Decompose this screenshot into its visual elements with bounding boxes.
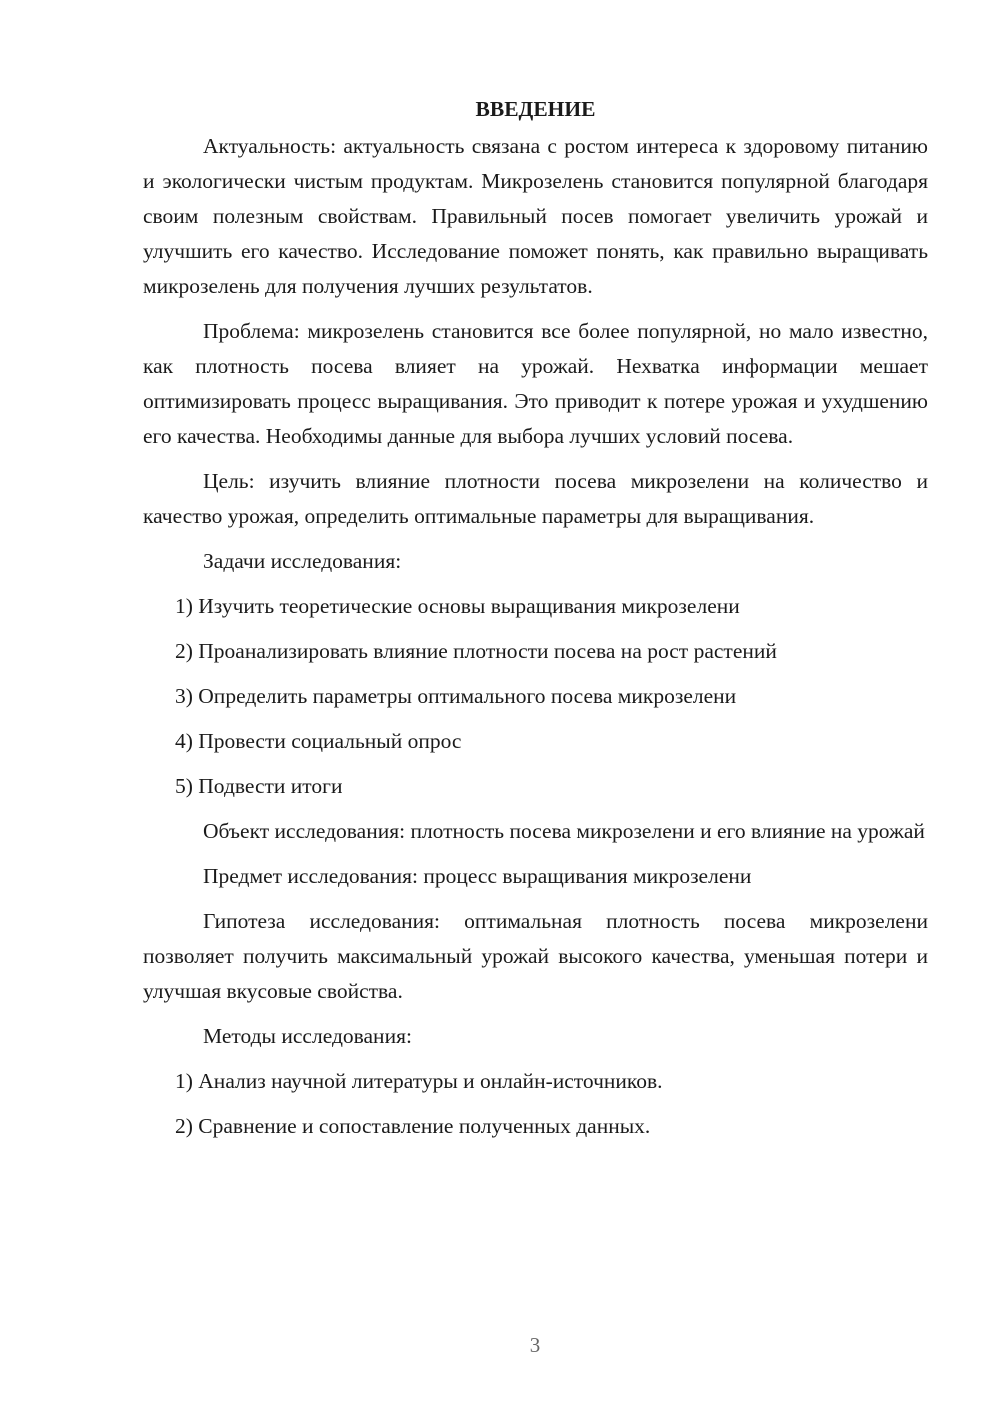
paragraph-subject: Предмет исследования: процесс выращивания микрозелени [203,864,752,888]
task-item-1: 1) Изучить теоретические основы выращивания микрозелени [175,594,740,618]
task-item-3: 3) Определить параметры оптимального посева микрозелени [175,684,737,708]
method-item-1: 1) Анализ научной литературы и онлайн-источников. [175,1069,663,1093]
task-item-5: 5) Подвести итоги [175,774,343,798]
task-item-2: 2) Проанализировать влияние плотности посева на рост растений [175,639,777,663]
section-title: ВВЕДЕНИЕ [475,97,596,121]
paragraph-object: Объект исследования: плотность посева микрозелени и его влияние на урожай [203,819,925,843]
paragraph-goal: Цель: изучить влияние плотности посева микрозелени на количество и качество урожая, определить оптимальные параметры для выращивания. [143,469,928,528]
page-number: 3 [529,1333,541,1357]
methods-heading: Методы исследования: [203,1024,412,1048]
tasks-heading: Задачи исследования: [203,549,402,573]
task-item-4: 4) Провести социальный опрос [175,729,462,753]
tasks-list [143,589,928,804]
document-page [143,92,928,1154]
methods-list [143,1064,928,1144]
paragraph-relevance: Актуальность: актуальность связана с ростом интереса к здоровому питанию и экологически чистым продуктам. Микрозелень становится популярной благодаря своим полезным свойствам. Правильный посев помогает увеличить урожай и улучшить его качество. Исследование поможет понять, как правильно выращивать микрозелень для получения лучших результатов. [143,134,928,298]
method-item-2: 2) Сравнение и сопоставление полученных данных. [175,1114,651,1138]
paragraph-problem: Проблема: микрозелень становится все более популярной, но мало известно, как плотность посева влияет на урожай. Нехватка информации мешает оптимизировать процесс выращивания. Это приводит к потере урожая и ухудшению его качества. Необходимы данные для выбора лучших условий посева. [143,319,928,448]
paragraph-hypothesis: Гипотеза исследования: оптимальная плотность посева микрозелени позволяет получить максимальный урожай высокого качества, уменьшая потери и улучшая вкусовые свойства. [143,909,928,1003]
